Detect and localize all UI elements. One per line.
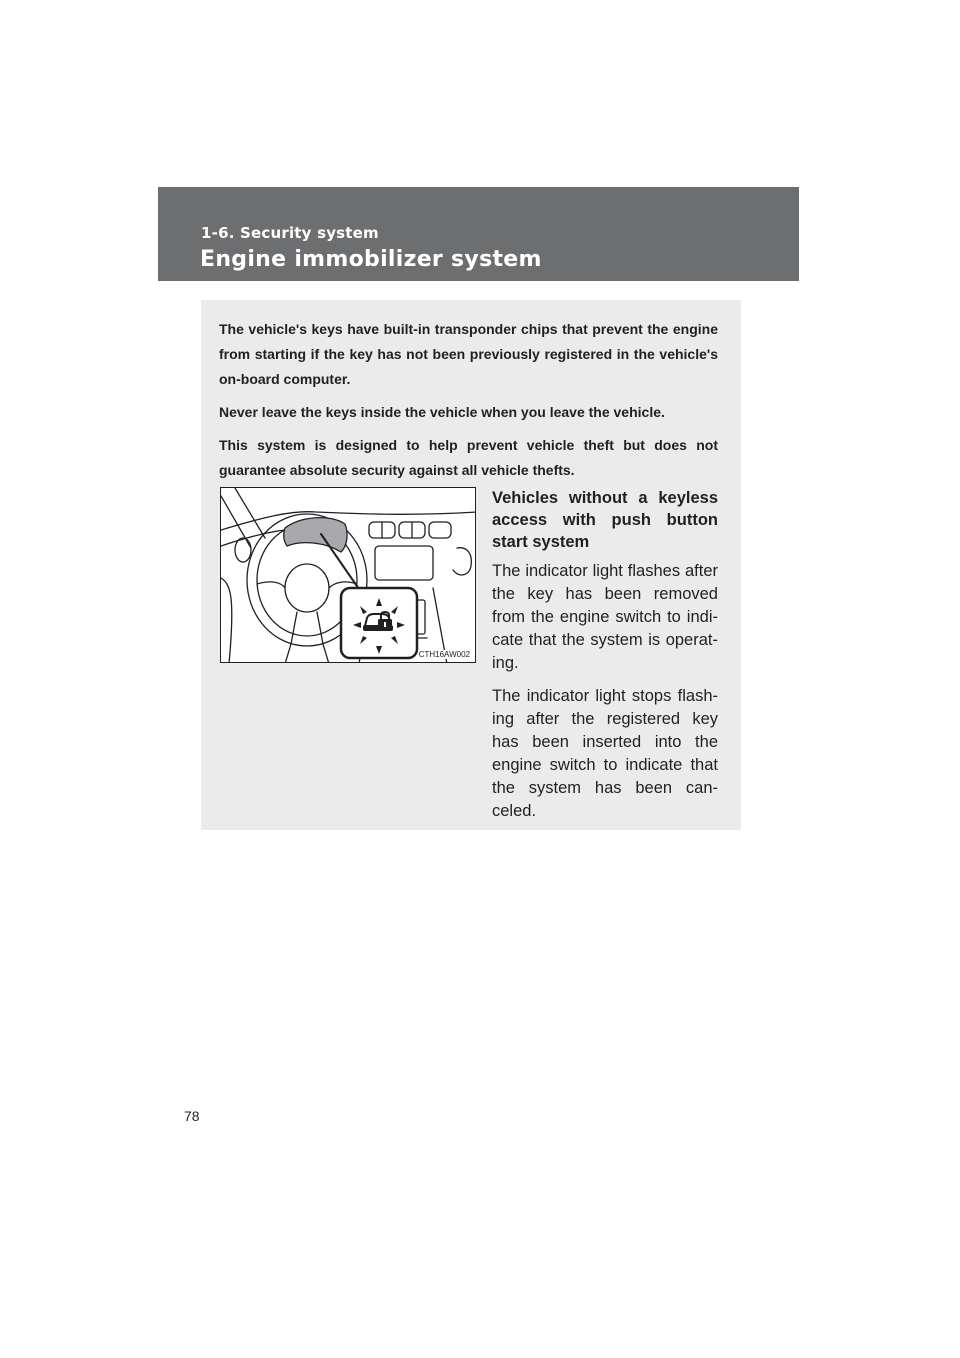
figure-code: CTH16AW002 — [418, 650, 470, 659]
dashboard-illustration — [220, 487, 476, 663]
intro-text — [219, 317, 718, 491]
intro-paragraph: The vehicle's keys have built-in transponder chips that prevent the engine from starting if the key has not been previously registered in the vehicle's on-board computer. — [219, 321, 718, 387]
page-title: Engine immobilizer system — [200, 247, 542, 272]
section-label: 1-6. Security system — [201, 224, 379, 242]
side-column — [492, 487, 718, 833]
dashboard-drawing — [221, 488, 476, 663]
subsection-heading: Vehicles without a keyless access with push button start system — [492, 489, 718, 551]
body-paragraph: The indicator light stops flash-ing after the registered key has been inserted into the engine switch to indicate that the system has been can-celed. — [492, 687, 718, 820]
body-paragraph: The indicator light flashes after the key has been removed from the engine switch to indi-cate that the system is operat-ing. — [492, 562, 718, 672]
page-number: 78 — [184, 1108, 200, 1124]
intro-paragraph: Never leave the keys inside the vehicle when you leave the vehicle. — [219, 404, 665, 420]
intro-paragraph: This system is designed to help prevent vehicle theft but does not guarantee absolute security against all vehicle thefts. — [219, 437, 718, 478]
